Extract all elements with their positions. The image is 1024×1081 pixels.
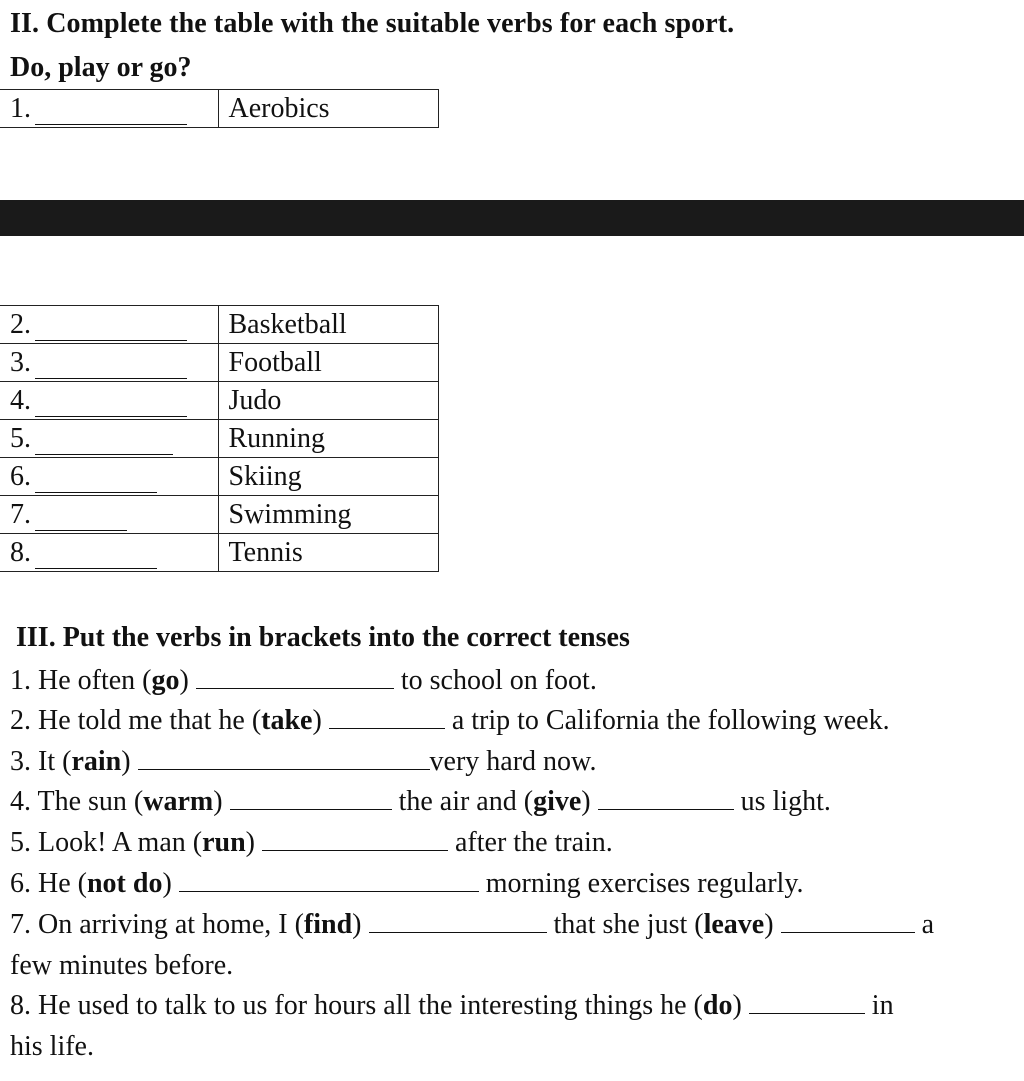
answer-blank[interactable] [35, 468, 157, 493]
table-row [0, 534, 438, 572]
answer-blank[interactable] [781, 906, 915, 933]
row-number-cell: 1. [0, 90, 218, 128]
exercise-item-7-continued: few minutes before. [10, 950, 234, 981]
table-row [0, 496, 438, 534]
sport-cell: Running [218, 420, 438, 458]
table-row [0, 344, 438, 382]
answer-blank[interactable] [196, 662, 394, 689]
answer-blank[interactable] [262, 824, 448, 851]
exercise-item-2: 2. He told me that he (take) a trip to California the following week. [10, 701, 890, 741]
sports-table-bottom [0, 305, 439, 572]
answer-blank[interactable] [35, 544, 157, 569]
answer-blank[interactable] [749, 987, 865, 1014]
sport-cell: Tennis [218, 534, 438, 572]
sport-cell: Aerobics [218, 90, 438, 128]
answer-blank[interactable] [138, 743, 430, 770]
table-row [0, 420, 438, 458]
row-number-cell: 2. [0, 306, 218, 344]
row-number-cell: 8. [0, 534, 218, 572]
section-2-subtitle: Do, play or go? [10, 52, 192, 83]
exercise-item-7: 7. On arriving at home, I (find) that she just (leave) a [10, 905, 934, 945]
sport-cell: Skiing [218, 458, 438, 496]
answer-blank[interactable] [35, 506, 127, 531]
black-divider-bar [0, 200, 1024, 236]
answer-blank[interactable] [598, 783, 734, 810]
answer-blank[interactable] [35, 392, 187, 417]
answer-blank[interactable] [230, 783, 392, 810]
row-number-cell: 7. [0, 496, 218, 534]
exercise-item-6: 6. He (not do) morning exercises regularly. [10, 864, 804, 904]
table-row [0, 90, 438, 128]
answer-blank[interactable] [35, 100, 187, 125]
exercise-item-8: 8. He used to talk to us for hours all the interesting things he (do) in [10, 986, 894, 1026]
exercise-item-5: 5. Look! A man (run) after the train. [10, 823, 613, 863]
exercise-item-3: 3. It (rain) very hard now. [10, 742, 596, 782]
answer-blank[interactable] [35, 354, 187, 379]
exercise-item-1: 1. He often (go) to school on foot. [10, 661, 597, 701]
answer-blank[interactable] [329, 702, 445, 729]
table-row [0, 458, 438, 496]
exercise-item-8-continued: his life. [10, 1031, 94, 1062]
table-row [0, 382, 438, 420]
answer-blank[interactable] [35, 430, 173, 455]
answer-blank[interactable] [369, 906, 547, 933]
row-number-cell: 4. [0, 382, 218, 420]
answer-blank[interactable] [179, 865, 479, 892]
answer-blank[interactable] [35, 316, 187, 341]
sport-cell: Basketball [218, 306, 438, 344]
sport-cell: Swimming [218, 496, 438, 534]
row-number-cell: 3. [0, 344, 218, 382]
table-row [0, 306, 438, 344]
section-3-title: III. Put the verbs in brackets into the correct tenses [16, 622, 630, 653]
exercise-item-4: 4. The sun (warm) the air and (give) us light. [10, 782, 831, 822]
sport-cell: Football [218, 344, 438, 382]
sport-cell: Judo [218, 382, 438, 420]
section-2-title: II. Complete the table with the suitable verbs for each sport. [10, 8, 735, 39]
row-number-cell: 6. [0, 458, 218, 496]
row-number-cell: 5. [0, 420, 218, 458]
sports-table-top [0, 89, 439, 128]
